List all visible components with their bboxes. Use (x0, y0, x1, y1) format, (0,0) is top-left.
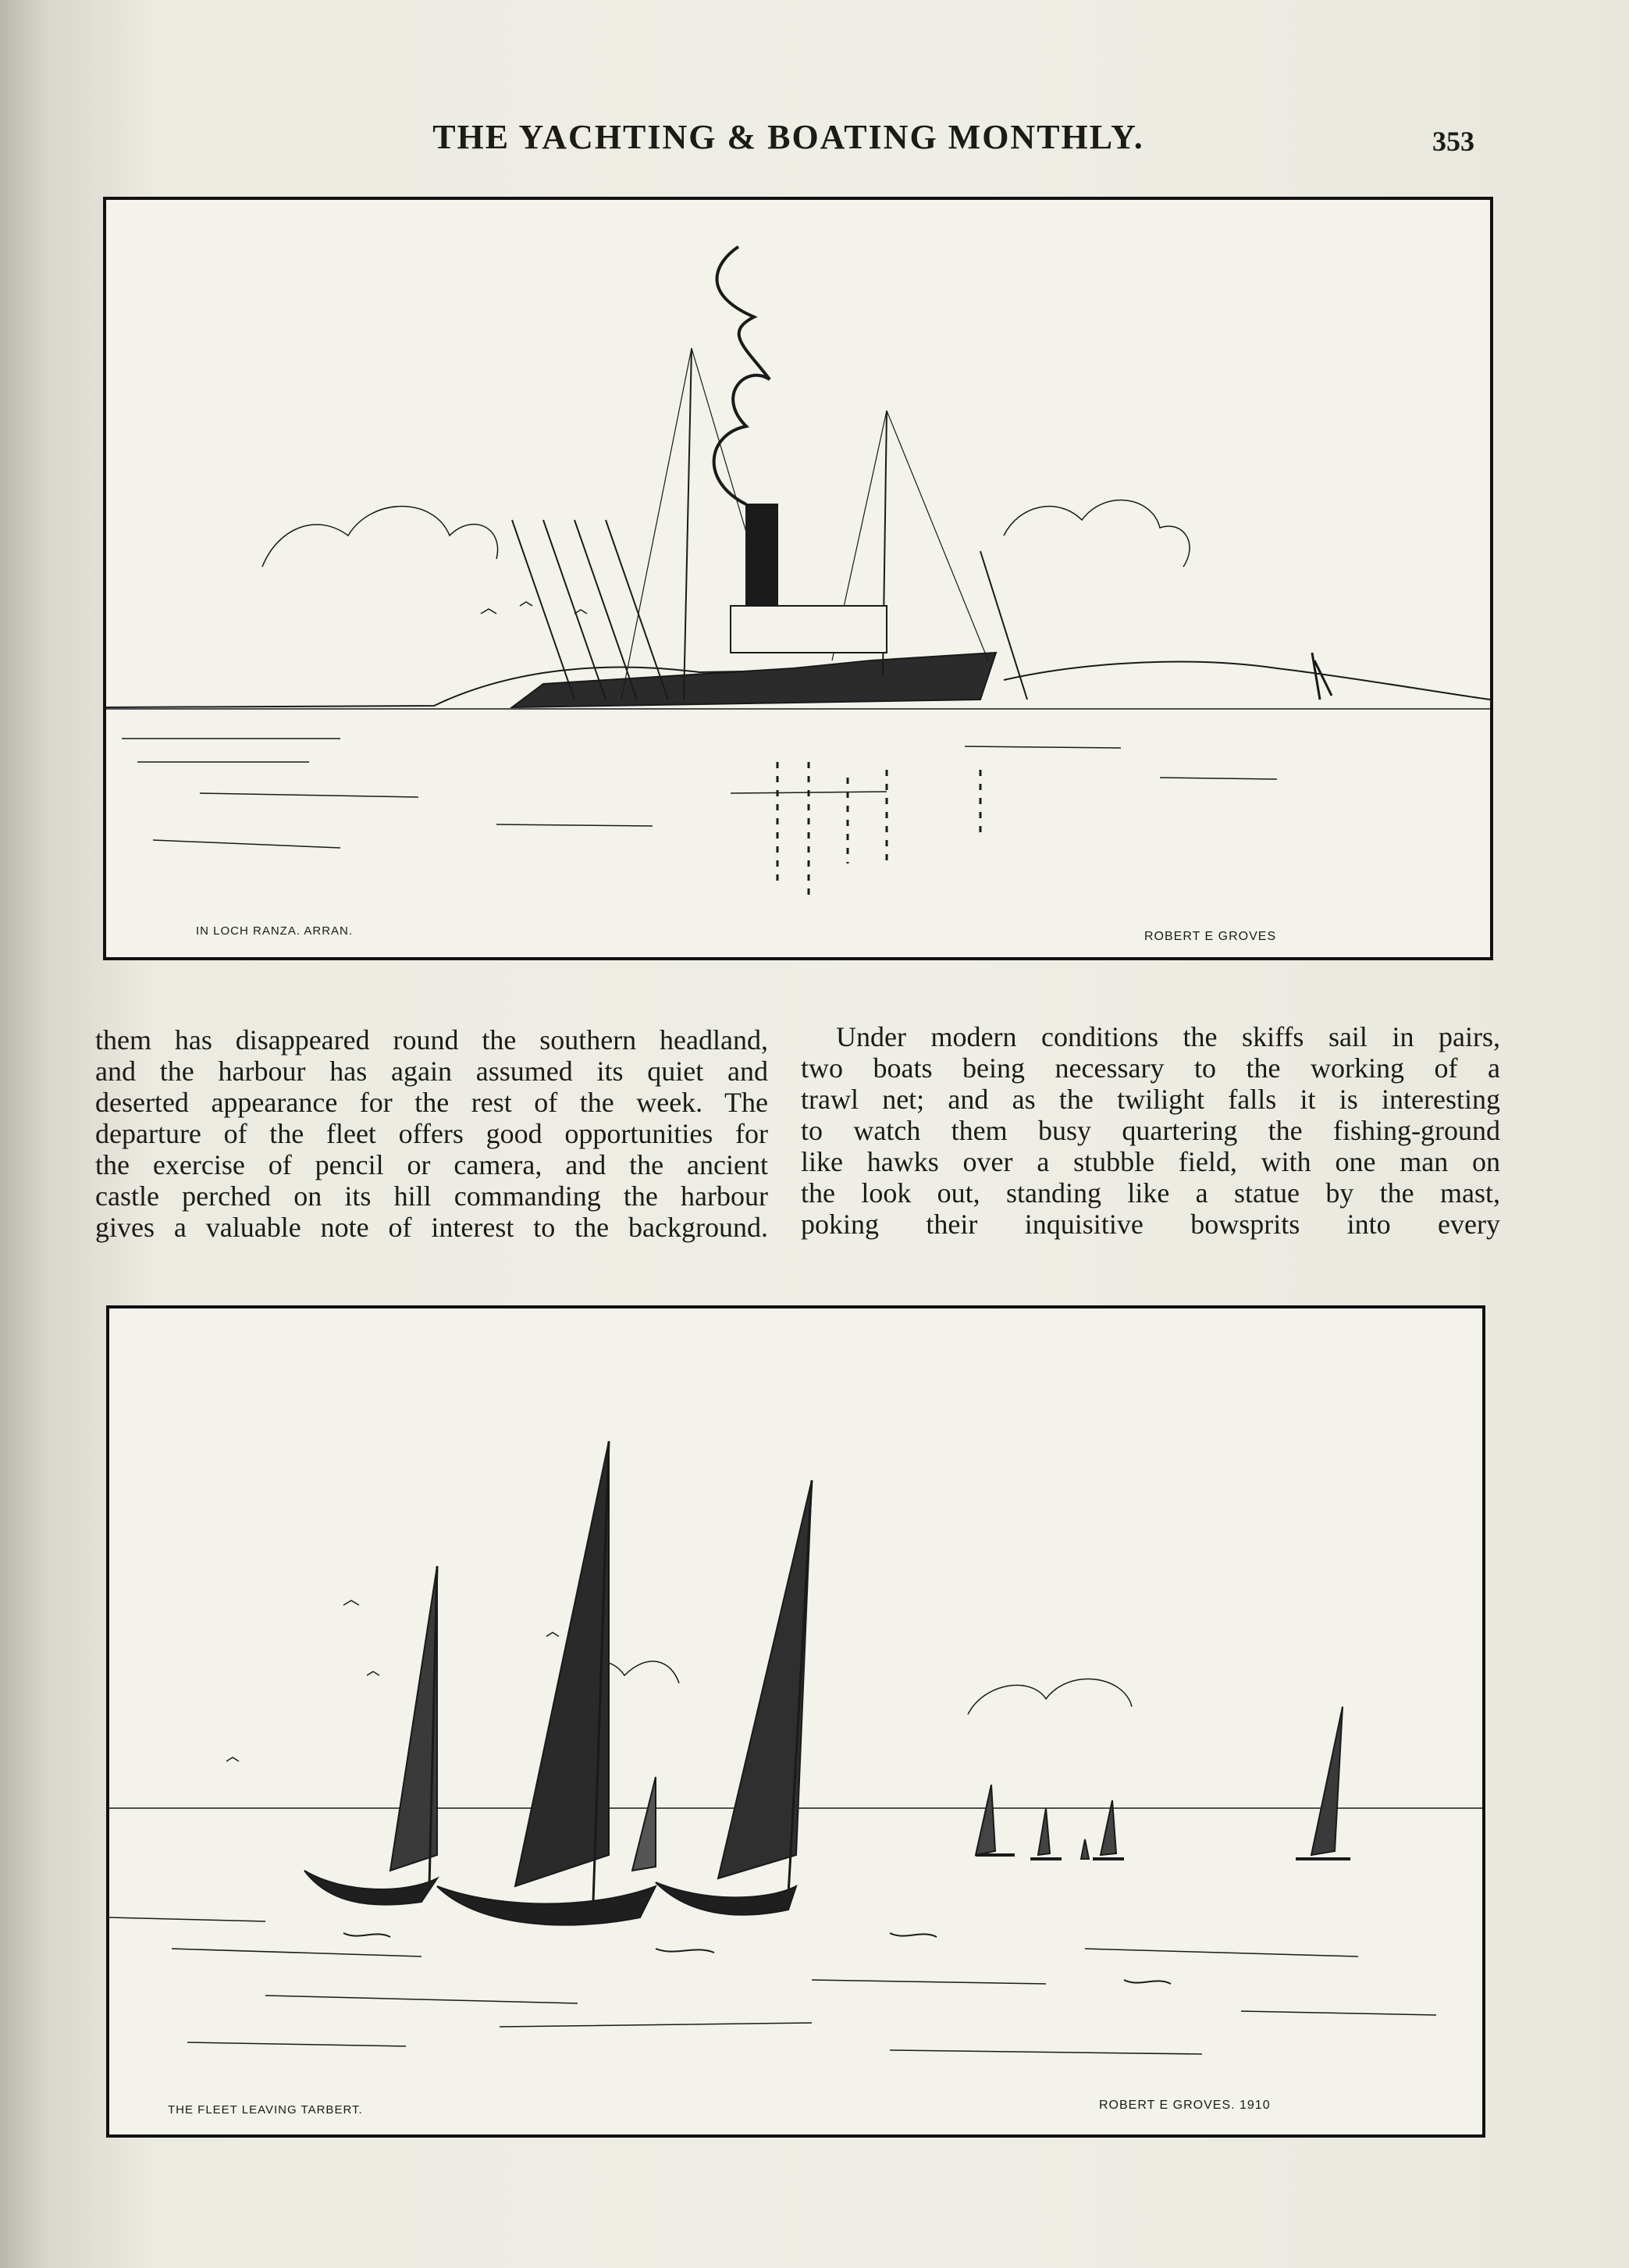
text-line: poking their inquisitive bowsprits into every (801, 1209, 1500, 1240)
text-line: castle perched on its hill commanding the harbour (95, 1180, 768, 1212)
text-line: departure of the fleet offers good opportunities for (95, 1118, 768, 1149)
plate-signature-top: ROBERT E GROVES (1144, 930, 1277, 943)
text-column-left (95, 1024, 768, 1243)
plate-caption-bottom: THE FLEET LEAVING TARBERT. (168, 2103, 363, 2117)
text-line: and the harbour has again assumed its quiet and (95, 1056, 768, 1087)
illustration-loch-ranza (103, 197, 1493, 960)
running-title: THE YACHTING & BOATING MONTHLY. (432, 118, 1144, 156)
text-line: two boats being necessary to the working of a (801, 1052, 1500, 1084)
illustration-fleet-leaving-tarbert (106, 1305, 1485, 2138)
text-line: the look out, standing like a statue by the mast, (801, 1177, 1500, 1209)
text-line: them has disappeared round the southern headland, (95, 1024, 768, 1056)
text-line: deserted appearance for the rest of the week. The (95, 1087, 768, 1118)
text-line: like hawks over a stubble field, with one man on (801, 1146, 1500, 1177)
text-line: to watch them busy quartering the fishing-ground (801, 1115, 1500, 1146)
plate-signature-bottom: ROBERT E GROVES. 1910 (1099, 2099, 1271, 2112)
text-line: the exercise of pencil or camera, and the ancient (95, 1149, 768, 1180)
text-column-right (801, 1021, 1500, 1240)
text-line: trawl net; and as the twilight falls it is interesting (801, 1084, 1500, 1115)
text-line: gives a valuable note of interest to the background. (95, 1212, 768, 1243)
loch-ranza-drawing (106, 200, 1490, 957)
fleet-drawing (109, 1308, 1482, 2134)
page-number: 353 (1432, 126, 1474, 157)
plate-caption-top: IN LOCH RANZA. ARRAN. (196, 924, 354, 938)
text-line: Under modern conditions the skiffs sail in pairs, (836, 1021, 1500, 1052)
